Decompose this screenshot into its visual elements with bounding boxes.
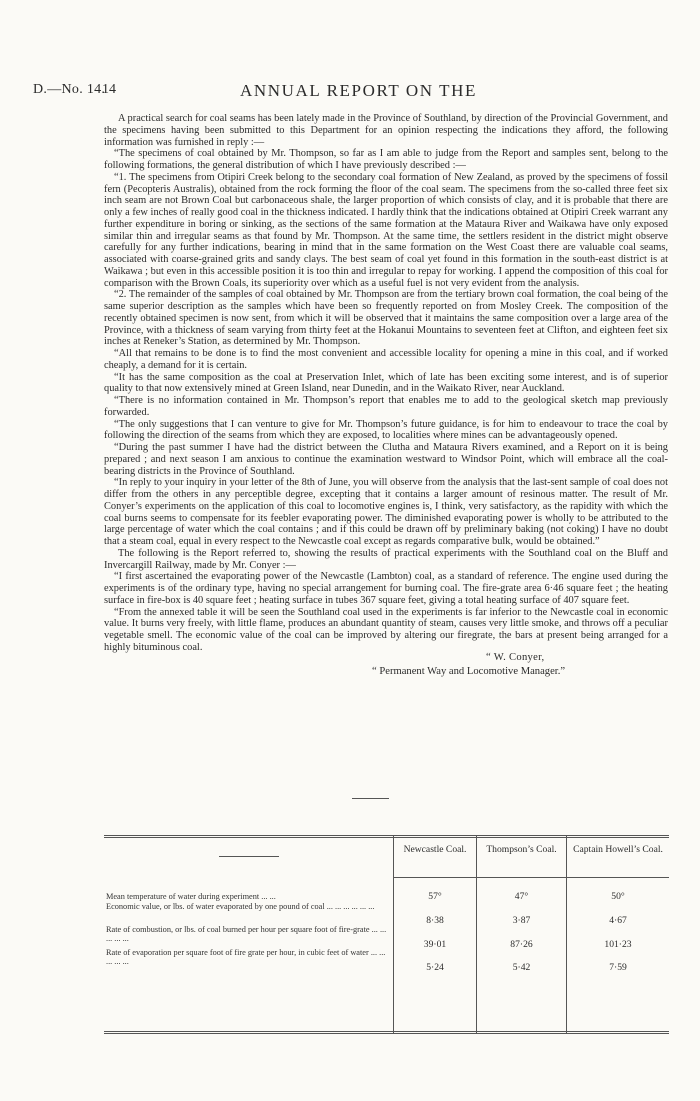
paragraph: “1. The specimens from Otipiri Creek belong to the secondary coal formation of New Zealand, as proved by the specimens of fossil fern (Pecopteris Australis), obtained from the rock forming the floor of the coal seam. The specimens from the so-called three feet six inch seam are not Brown Coal but carbonaceous shale, the larger proportion of which consists of clay, and it is probable that there are only a few inches of really good coal in the thickness indicated. I hardly think that the indications obtained at Otipiri Creek warrant any further expenditure in boring or sinking, as the sections of the same formation at the Mataura River and Waikawa have only exposed similar thin and irregular seams as that found by Mr. Thompson. At the same time, the settlers resident in the district might observe carefully for any further indications, bearing in mind that in the same formation on the West Coast there are valuable coal seams, associated with coarse-grained grits and sandy clays. The best seam of coal yet found in this formation in the south-east district is at Waikawa ; but even in this accessible position it is too thin and irregular to repay for working. I append the composition of this coal for comparison with the Brown Coals, its superiority over which as a useful fuel is not very evident from the analysis. — [104, 171, 668, 289]
signature-role: “ Permanent Way and Locomotive Manager.” — [372, 665, 566, 677]
paragraph: “I first ascertained the evaporating power of the Newcastle (Lambton) coal, as a standard of reference. The engine used during the experiments is of the ordinary type, having no special arrangement for burning coal. The fire-grate area 6·46 square feet ; the heating surface in fire-box is 40 square feet ; heating surface in tubes 367 square feet, giving a total heating surface of 407 square feet. — [104, 571, 668, 606]
section-divider — [352, 798, 389, 799]
paragraph: A practical search for coal seams has been lately made in the Province of Southland, by direction of the Provincial Government, and the specimens having been submitted to this Department for an opinion respecting the indications they afford, the following information was furnished in reply :— — [104, 113, 668, 148]
paragraph: “It has the same composition as the coal at Preservation Inlet, which of late has been exciting some interest, and is of superior quality to that now extensively mined at Green Island, near Dunedin, and in the Waikato River, near Auckland. — [104, 371, 668, 395]
report-body — [104, 113, 668, 690]
column-rule — [393, 835, 394, 1033]
paragraph: The following is the Report referred to, showing the results of practical experiments with the Southland coal on the Bluff and Invercargill Railway, made by Mr. Conyer :— — [104, 547, 668, 571]
table-rule — [104, 835, 669, 836]
table-row-label: Mean temperature of water during experiment ... ... — [106, 892, 276, 901]
signature-block — [104, 651, 668, 690]
table-cell: 3·87 — [512, 915, 531, 926]
table-cell: 47° — [514, 891, 529, 902]
table-cell: 8·38 — [426, 915, 444, 926]
header-dash — [219, 856, 279, 857]
page-number: 14 — [102, 82, 116, 97]
running-title: ANNUAL REPORT ON THE — [240, 81, 478, 100]
table-cell: 5·24 — [426, 962, 444, 973]
table-cell: 87·26 — [510, 939, 533, 950]
column-header-newcastle: Newcastle Coal. — [403, 844, 467, 855]
paragraph: “The specimens of coal obtained by Mr. Thompson, so far as I am able to judge from the Report and samples sent, belong to the following formations, the general distribution of which I have previously described :— — [104, 148, 668, 171]
document-reference: D.—No. 14. — [33, 82, 106, 97]
table-cell: 39·01 — [423, 939, 447, 950]
paragraph: “During the past summer I have had the district between the Clutha and Mataura Rivers examined, and a Report on it is being prepared ; and next season I am anxious to continue the examination westward to Windsor Point, which will embrace all the coal-bearing districts in the Province of Southland. — [104, 442, 668, 477]
coal-comparison-table — [104, 835, 669, 1034]
table-row-label: Economic value, or lbs. of water evaporated by one pound of coal ... ... ... ... ... ... — [106, 902, 375, 911]
paragraph: “2. The remainder of the samples of coal obtained by Mr. Thompson are from the tertiary brown coal formation, the coal being of the same superior description as the samples which have been so frequently reported on from Mosley Creek. The composition of the recently obtained specimen is now sent, from which it will be observed that it maintains the same composition over a large area of the Province, with a thickness of seam varying from thirty feet at the Hokanui Mountains to seventeen feet at Clifton, and eighteen feet six inches at Reneker’s Station, as determined by Mr. Thompson. — [104, 289, 668, 348]
table-rule — [104, 837, 669, 838]
column-header-howell: Captain Howell’s Coal. — [573, 844, 663, 855]
table-cell: 57° — [428, 891, 442, 902]
table-cell: 101·23 — [604, 939, 632, 950]
paragraph: “From the annexed table it will be seen the Southland coal used in the experiments is far inferior to the Newcastle coal in economic value. It burns very freely, with little flame, produces an abundant quantity of steam, causes very little smoke, and throws off a peculiar vegetable smell. The economic value of the coal can be improved by altering our firegrate, the bars at present being arranged for a highly bituminous coal. — [104, 606, 668, 653]
table-cell: 7·59 — [609, 962, 627, 973]
paragraph: “There is no information contained in Mr. Thompson’s report that enables me to add to the geological sketch map previously forwarded. — [104, 395, 668, 418]
table-row-label: Rate of combustion, or lbs. of coal burned per hour per square foot of fire-grate ... ... ... ... ... — [106, 925, 387, 943]
table-row-label: Rate of evaporation per square foot of fire grate per hour, in cubic feet of water ... ... ... ... ... — [106, 948, 386, 966]
table-cell: 5·42 — [512, 962, 531, 973]
paragraph: “The only suggestions that I can venture to give for Mr. Thompson’s future guidance, is for him to endeavour to trace the coal by following the direction of the seams from which they are exposed, to localities where mines can be advantageously opened. — [104, 418, 668, 442]
column-rule — [476, 835, 477, 1033]
page-header — [0, 82, 700, 104]
paragraph: “In reply to your inquiry in your letter of the 8th of June, you will observe from the analysis that the last-sent sample of coal does not differ from the others in any perceptible degree, excepting that it contains a larger amount of resinous matter. The result of Mr. Conyer’s experiments on the application of this coal to locomotive engines is, I think, very satisfactory, as the rapidity with which the coal burns seems to compensate for its feebler evaporating power. The diminished evaporating power is wholly to be attributed to the large percentage of water which the coal contains ; and if this could be drawn off by preliminary baking (not coking) I have no doubt that a steam coal, equal in every respect to the Newcastle coal except as regards comparative bulk, would be obtained.” — [104, 477, 668, 547]
column-header-thompson: Thompson’s Coal. — [486, 844, 557, 855]
table-cell: 50° — [611, 891, 625, 902]
paragraph: “All that remains to be done is to find the most convenient and accessible locality for opening a mine in this coal, and if worked cheaply, a demand for it is certain. — [104, 348, 668, 371]
table-rule — [393, 877, 669, 878]
column-rule — [566, 835, 567, 1033]
table-rule — [104, 1033, 669, 1034]
table-rule — [104, 1031, 669, 1032]
signature-name: “ W. Conyer, — [486, 651, 545, 663]
table-cell: 4·67 — [609, 915, 627, 926]
